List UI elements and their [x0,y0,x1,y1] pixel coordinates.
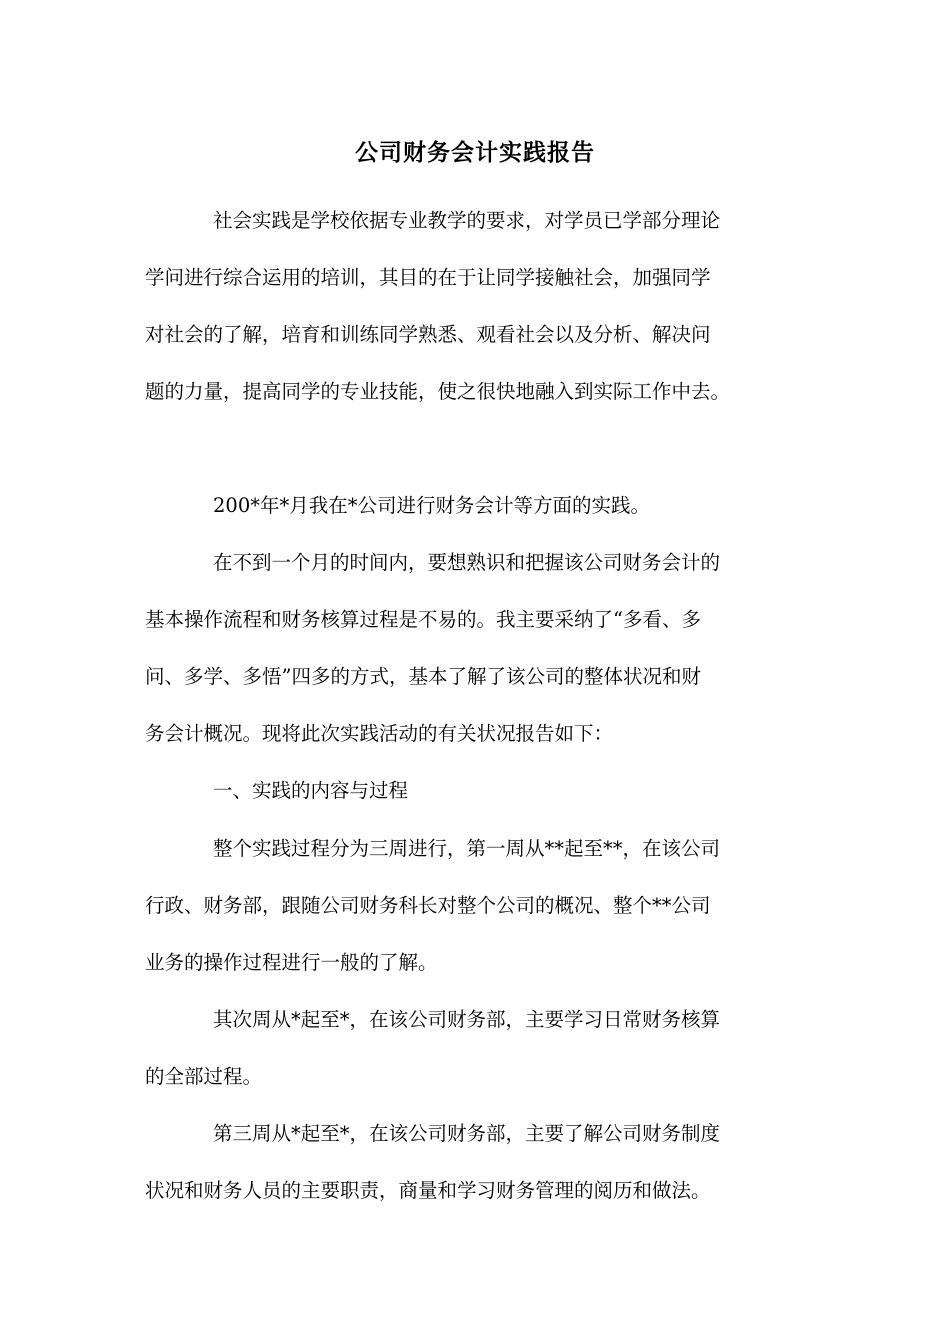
paragraph-line: 200*年*月我在*公司进行财务会计等方面的实践。 [213,494,650,517]
paragraph-line: 业务的操作过程进行一般的了解。 [145,951,438,974]
paragraph-line: 务会计概况。现将此次实践活动的有关状况报告如下： [145,722,614,745]
paragraph-line: 问、多学、多悟”四多的方式，基本了解了该公司的整体状况和财 [145,665,701,688]
paragraph-line: 基本操作流程和财务核算过程是不易的。我主要采纳了“多看、多 [145,608,701,631]
paragraph-line: 对社会的了解，培育和训练同学熟悉、观看社会以及分析、解决问 [145,323,711,346]
paragraph-line: 在不到一个月的时间内，要想熟识和把握该公司财务会计的 [213,551,721,574]
paragraph-line: 整个实践过程分为三周进行，第一周从**起至**，在该公司 [213,837,721,860]
paragraph-line: 社会实践是学校依据专业教学的要求，对学员已学部分理论 [213,209,721,232]
paragraph-line: 状况和财务人员的主要职责，商量和学习财务管理的阅历和做法。 [145,1179,711,1202]
paragraph-line: 第三周从*起至*，在该公司财务部，主要了解公司财务制度 [213,1122,721,1145]
paragraph-line: 其次周从*起至*，在该公司财务部，主要学习日常财务核算 [213,1008,721,1031]
paragraph-line: 题的力量，提高同学的专业技能，使之很快地融入到实际工作中去。 [145,380,731,403]
section-heading: 一、实践的内容与过程 [213,779,409,802]
paragraph-line: 行政、财务部，跟随公司财务科长对整个公司的概况、整个**公司 [145,894,711,917]
paragraph-line: 的全部过程。 [145,1065,263,1088]
document-title: 公司财务会计实践报告 [355,139,595,166]
paragraph-line: 学问进行综合运用的培训，其目的在于让同学接触社会，加强同学 [145,266,711,289]
